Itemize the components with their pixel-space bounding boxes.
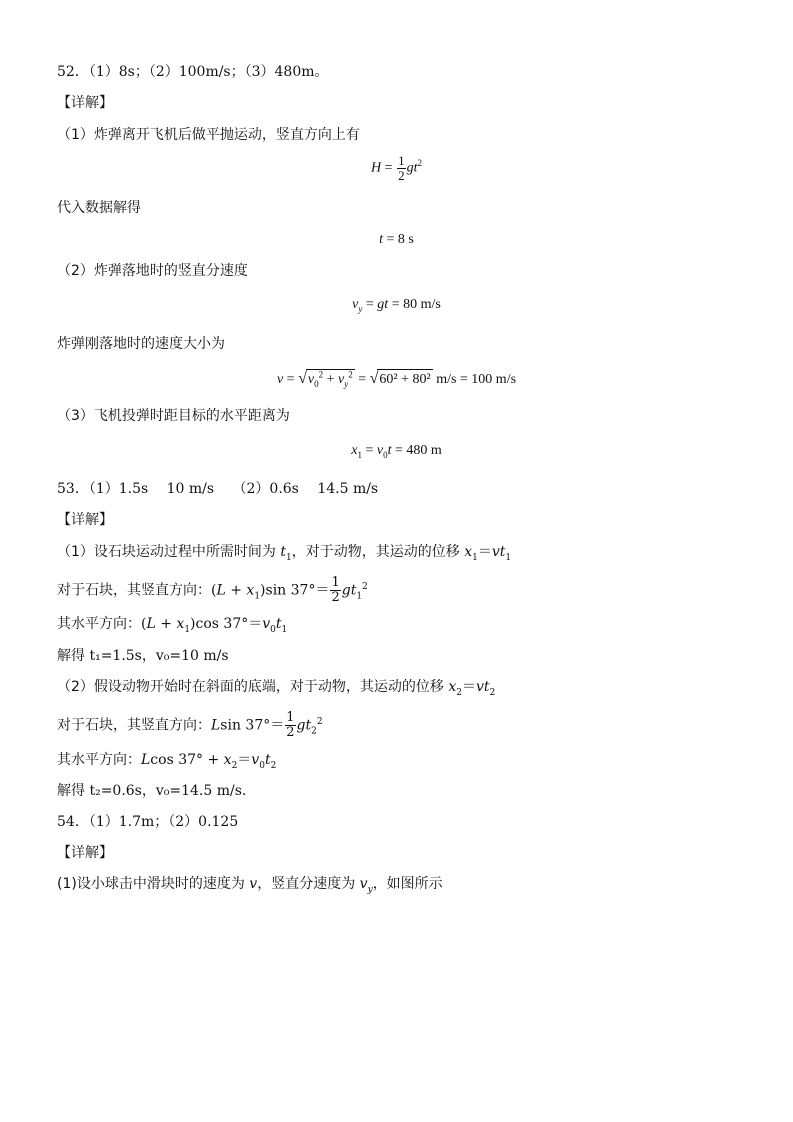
q53-paragraph-2: 对于石块，其竖直方向：$(L + x_1)\sin$ 37°＝ $\frac{1}{2}$ $gt_1^2$ [57,575,368,605]
q52-paragraph-1: （1）炸弹离开飞机后做平抛运动，竖直方向上有 [57,127,360,143]
q53-paragraph-5: （2）假设动物开始时在斜面的底端，对于动物，其运动的位移 $x_2=vt_2$ [57,679,496,698]
q52-equation-3: $v_y$ = gt = 80 m/s [352,297,441,314]
q53-paragraph-3: 其水平方向：$(L + x_1)\cos$ $37^\circ=v_0t_1$ [57,616,288,635]
q52-paragraph-3: （2）炸弹落地时的竖直分速度 [57,263,248,279]
q52-equation-1: H = $\frac{1}{2}$ $gt^2$ [371,153,422,183]
q53-detail-heading: 【详解】 [57,512,113,528]
q52-equation-4: $v = √v_0^2 + v_y^2 = √60^2 + 80^2$ m/s = 100 m/s [276,369,517,389]
q53-paragraph-6: 对于石块，其竖直方向：Lsin 37°＝ $\frac{1}{2}$ $gt_2^2$ [57,710,323,740]
q54-paragraph-1: (1)设小球击中滑块时的速度为 v，竖直分速度为 $v_y$，如图所示 [57,876,443,895]
q53-paragraph-7: 其水平方向：Lcos $37^\circ + x_2=v_0t_2$ [57,752,277,771]
q53-paragraph-4: 解得 t₁=1.5s，v₀=10 m/s [57,648,229,664]
q52-paragraph-4: 炸弹刚落地时的速度大小为 [57,336,225,352]
q52-equation-4-radicand: 60² + 80² [377,369,432,390]
q52-equation-5: $x_1 = v_0t = 480$ m [351,443,442,460]
q53-paragraph-8: 解得 t₂=0.6s，v₀=14.5 m/s. [57,783,247,799]
q53-paragraph-1: （1）设石块运动过程中所需时间为 $t_1$，对于动物，其运动的位移 $x_1=vt_1$ [57,544,512,563]
q52-detail-heading: 【详解】 [57,95,113,111]
q52-equation-2: t = 8 s [379,232,414,247]
q54-detail-heading: 【详解】 [57,845,113,861]
q52-answer: 52．（1）8s；（2）100m/s；（3）480m。 [57,64,329,80]
q52-paragraph-5: （3）飞机投弹时距目标的水平距离为 [57,408,290,424]
q54-answer: 54．（1）1.7m；（2）0.125 [57,814,239,830]
q52-paragraph-2: 代入数据解得 [57,200,141,216]
q53-answer: 53．（1）1.5s 10 m/s （2）0.6s 14.5 m/s [57,481,379,497]
